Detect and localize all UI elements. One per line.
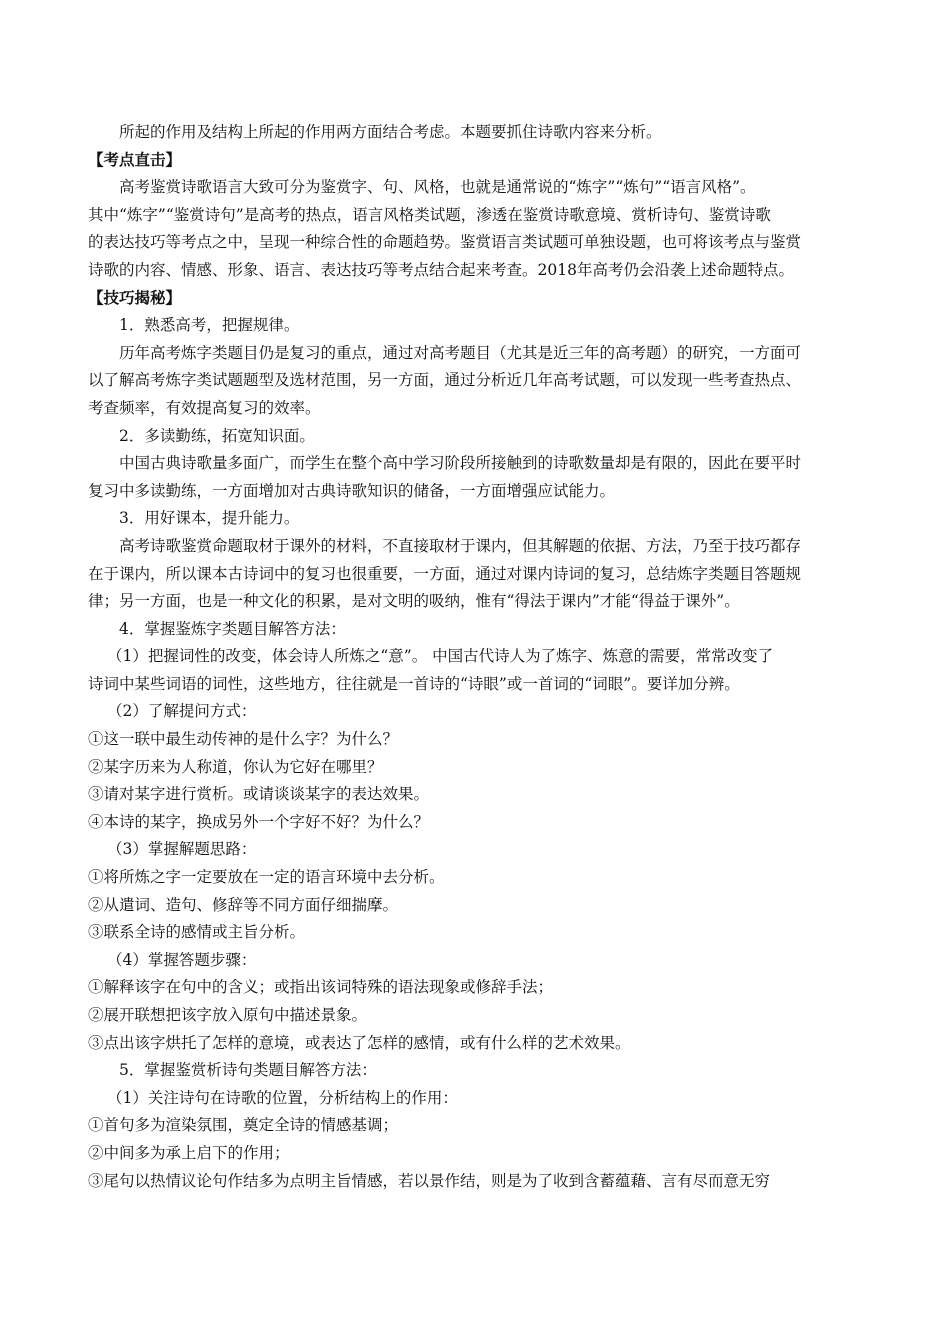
numbered-item-2: 2．多读勤练，拓宽知识面。 [119, 426, 315, 445]
section-heading-exam-points: 【考点直击】 [88, 150, 182, 169]
text-line: 其中“炼字”“鉴赏诗句”是高考的热点，语言风格类试题，渗透在鉴赏诗歌意境、赏析诗句、鉴赏诗歌 [88, 205, 771, 224]
text-line: 复习中多读勤练，一方面增加对古典诗歌知识的储备，一方面增强应试能力。 [88, 481, 616, 500]
paragraph-item-3 [88, 533, 870, 616]
list-item: ①解释该字在句中的含义；或指出该词特殊的语法现象或修辞手法； [88, 978, 554, 997]
text-line: 高考鉴赏诗歌语言大致可分为鉴赏字、句、风格，也就是通常说的“炼字”“炼句”“语言风格”。 [119, 178, 756, 197]
paragraph-exam-overview [88, 174, 870, 284]
list-item: ③请对某字进行赏析。或请谈谈某字的表达效果。 [88, 785, 430, 804]
section-heading-techniques: 【技巧揭秘】 [88, 288, 182, 307]
text-line: 中国古典诗歌量多面广，而学生在整个高中学习阶段所接触到的诗歌数量却是有限的，因此在要平时 [119, 454, 802, 473]
text-line: 的表达技巧等考点之中，呈现一种综合性的命题趋势。鉴赏语言类试题可单独设题，也可将该考点与鉴赏 [88, 233, 802, 252]
text-line: 高考诗歌鉴赏命题取材于课外的材料，不直接取材于课内，但其解题的依据、方法，乃至于技巧都存 [119, 536, 802, 555]
numbered-item-3: 3．用好课本，提升能力。 [119, 509, 300, 528]
list-item: ③联系全诗的感情或主旨分析。 [88, 923, 306, 942]
list-item: ②中间多为承上启下的作用； [88, 1143, 290, 1162]
paragraph-item-4-1 [88, 643, 870, 698]
list-item: ①这一联中最生动传神的是什么字？为什么？ [88, 730, 399, 749]
text-line: 历年高考炼字类题目仍是复习的重点，通过对高考题目（尤其是近三年的高考题）的研究，一方面可 [119, 343, 802, 362]
list-item: ③点出该字烘托了怎样的意境，或表达了怎样的感情，或有什么样的艺术效果。 [88, 1033, 631, 1052]
paragraph-item-2 [88, 450, 870, 505]
text-line: 考查频率，有效提高复习的效率。 [88, 398, 321, 417]
sub-item-heading: （2）了解提问方式： [107, 702, 257, 721]
list-item: ②某字历来为人称道，你认为它好在哪里？ [88, 757, 383, 776]
text-line: 以了解高考炼字类试题题型及选材范围，另一方面，通过分析近几年高考试题，可以发现一些考查热点、 [88, 371, 802, 390]
list-item: ④本诗的某字，换成另外一个字好不好？为什么？ [88, 812, 430, 831]
list-item: ①首句多为渲染氛围，奠定全诗的情感基调； [88, 1116, 399, 1135]
list-item: ③尾句以热情议论句作结多为点明主旨情感，若以景作结，则是为了收到含蓄蕴藉、言有尽而意无穷 [88, 1171, 771, 1190]
document-body [88, 119, 870, 1195]
list-item: ②展开联想把该字放入原句中描述景象。 [88, 1006, 368, 1024]
numbered-item-5: 5．掌握鉴赏析诗句类题目解答方法： [119, 1061, 377, 1080]
sub-item-heading: （3）掌握解题思路： [107, 840, 257, 859]
paragraph-continuation: 所起的作用及结构上所起的作用两方面结合考虑。本题要抓住诗歌内容来分析。 [119, 123, 662, 141]
paragraph-item-1 [88, 340, 870, 423]
sub-item-heading: （4）掌握答题步骤： [107, 950, 257, 969]
text-line: （1）把握词性的改变，体会诗人所炼之“意”。 中国古代诗人为了炼字、炼意的需要，常常改变了 [107, 647, 774, 666]
list-item: ②从遣词、造句、修辞等不同方面仔细揣摩。 [88, 895, 399, 914]
sub-item-heading: （1）关注诗句在诗歌的位置，分析结构上的作用： [107, 1088, 458, 1107]
list-item: ①将所炼之字一定要放在一定的语言环境中去分析。 [88, 868, 445, 887]
text-line: 在于课内，所以课本古诗词中的复习也很重要，一方面，通过对课内诗词的复习，总结炼字类题目答题规 [88, 564, 802, 583]
numbered-item-1: 1．熟悉高考，把握规律。 [119, 316, 300, 335]
text-line: 诗词中某些词语的词性，这些地方，往往就是一首诗的“诗眼”或一首词的“词眼”。要详加分辨。 [88, 674, 740, 693]
numbered-item-4: 4．掌握鉴炼字类题目解答方法： [119, 619, 346, 638]
text-line: 律；另一方面，也是一种文化的积累，是对文明的吸纳，惟有“得法于课内”才能“得益于课外”。 [88, 592, 740, 611]
text-line: 诗歌的内容、情感、形象、语言、表达技巧等考点结合起来考查。2018年高考仍会沿袭上述命题特点。 [88, 260, 794, 279]
